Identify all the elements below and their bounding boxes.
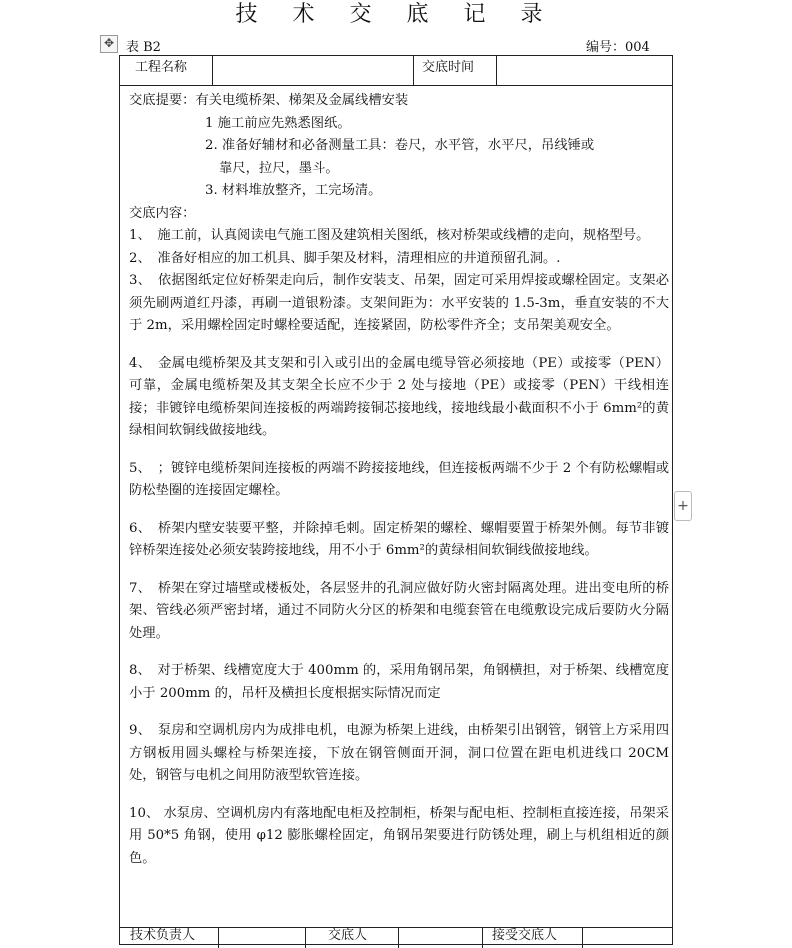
divider (413, 56, 414, 85)
summary-topic: 有关电缆桥架、梯架及金属线槽安装 (195, 93, 409, 108)
serial-number: 编号：004 (586, 40, 650, 55)
divider (218, 928, 219, 948)
divider (582, 928, 583, 948)
project-name-value[interactable] (218, 56, 408, 85)
table-move-handle-icon[interactable]: ✥ (100, 35, 118, 53)
signature-row (120, 927, 672, 948)
summary-item: 3. 材料堆放整齐，工完场清。 (205, 183, 382, 198)
summary-item: 1 施工前应先熟悉图纸。 (205, 115, 351, 131)
summary-line (129, 90, 669, 113)
content-item-9: 9、 泵房和空调机房内为成排电机，电源为桥架上进线，由桥架引出钢管，钢管上方采用四方钢板用圆头螺栓与桥架连接，下放在钢管侧面开洞，洞口位置在距电机进线口 20CM 处，钢管与电机之间用防液型软管连接。 (129, 723, 669, 783)
content-item-7: 7、 桥架在穿过墙壁或楼板处，各层竖井的孔洞应做好防火密封隔离处理。进出变电所的桥架、管线必须严密封堵，通过不同防火分区的桥架和电缆套管在电缆敷设完成后要防火分隔处理。 (129, 580, 669, 641)
project-name-label: 工程名称 (135, 60, 188, 75)
tech-lead-label: 技术负责人 (130, 928, 196, 943)
record-table (119, 55, 673, 945)
add-row-plus-icon[interactable]: + (674, 491, 692, 521)
summary-label: 交底提要： (129, 93, 196, 108)
presenter-label: 交底人 (328, 928, 368, 943)
content-item-8: 8、 对于桥架、线槽宽度大于 400mm 的，采用角钢吊架，角钢横担，对于桥架、线槽宽度小于 200mm 的，吊杆及横担长度根据实际情况而定 (129, 663, 669, 701)
content-item-4: 4、 金属电缆桥架及其支架和引入或引出的金属电缆导管必须接地（PE）或接零（PEN）可靠，金属电缆桥架及其支架全长应不少于 2 处与接地（PE）或接零（PEN）干线相连接；非镀锌电缆桥架间连接板的两端跨接铜芯接地线，接地线最小截面积不小于 6mm²的黄绿相间软铜线做接地线。 (129, 355, 669, 438)
content-item-1: 1、 施工前，认真阅读电气施工图及建筑相关图纸，核对桥架或线槽的走向，规格型号。 (129, 228, 650, 243)
form-code: 表 B2 (126, 40, 161, 55)
content-item-2: 2、 准备好相应的加工机具、脚手架及材料，清理相应的井道预留孔洞。. (129, 250, 561, 266)
divider (398, 928, 399, 948)
divider (305, 928, 306, 948)
document-body (129, 90, 669, 870)
header-row (120, 56, 672, 86)
content-label: 交底内容： (129, 205, 196, 221)
receiver-label: 接受交底人 (492, 928, 558, 943)
divider (496, 56, 497, 85)
content-item-10: 10、 水泵房、空调机房内有落地配电柜及控制柜，桥架与配电柜、控制柜直接连接，吊架采用 50*5 角钢，使用 φ12 膨胀螺栓固定，角钢吊架要进行防锈处理，刷上与机组相近的颜色。 (129, 805, 669, 866)
handover-time-value[interactable] (502, 56, 667, 85)
handover-time-label: 交底时间 (422, 60, 475, 75)
summary-item: 2. 准备好辅材和必备测量工具：卷尺，水平管，水平尺，吊线锤或 靠尺，拉尺，墨斗。 (205, 138, 595, 176)
divider (482, 928, 483, 948)
content-item-3: 3、 依据图纸定位好桥架走向后，制作安装支、吊架，固定可采用焊接或螺栓固定。支架必须先刷两道红丹漆，再刷一道银粉漆。支架间距为：水平安装的 1.5-3m，垂直安装的不大于 2m，采用螺栓固定时螺栓要适配，连接紧固，防松零件齐全；支吊架美观安全。 (129, 273, 669, 333)
document-title: 技 术 交 底 记 录 (235, 2, 557, 27)
divider (212, 56, 213, 85)
content-item-5: 5、 ；镀锌电缆桥架间连接板的两端不跨接接地线，但连接板两端不少于 2 个有防松螺帽或防松垫圈的连接固定螺栓。 (129, 460, 669, 498)
content-item-6: 6、 桥架内壁安装要平整，并除掉毛刺。固定桥架的螺栓、螺帽要置于桥架外侧。每节非镀锌桥架连接处必须安装跨接地线，用不小于 6mm²的黄绿相间软铜线做接地线。 (129, 520, 669, 558)
